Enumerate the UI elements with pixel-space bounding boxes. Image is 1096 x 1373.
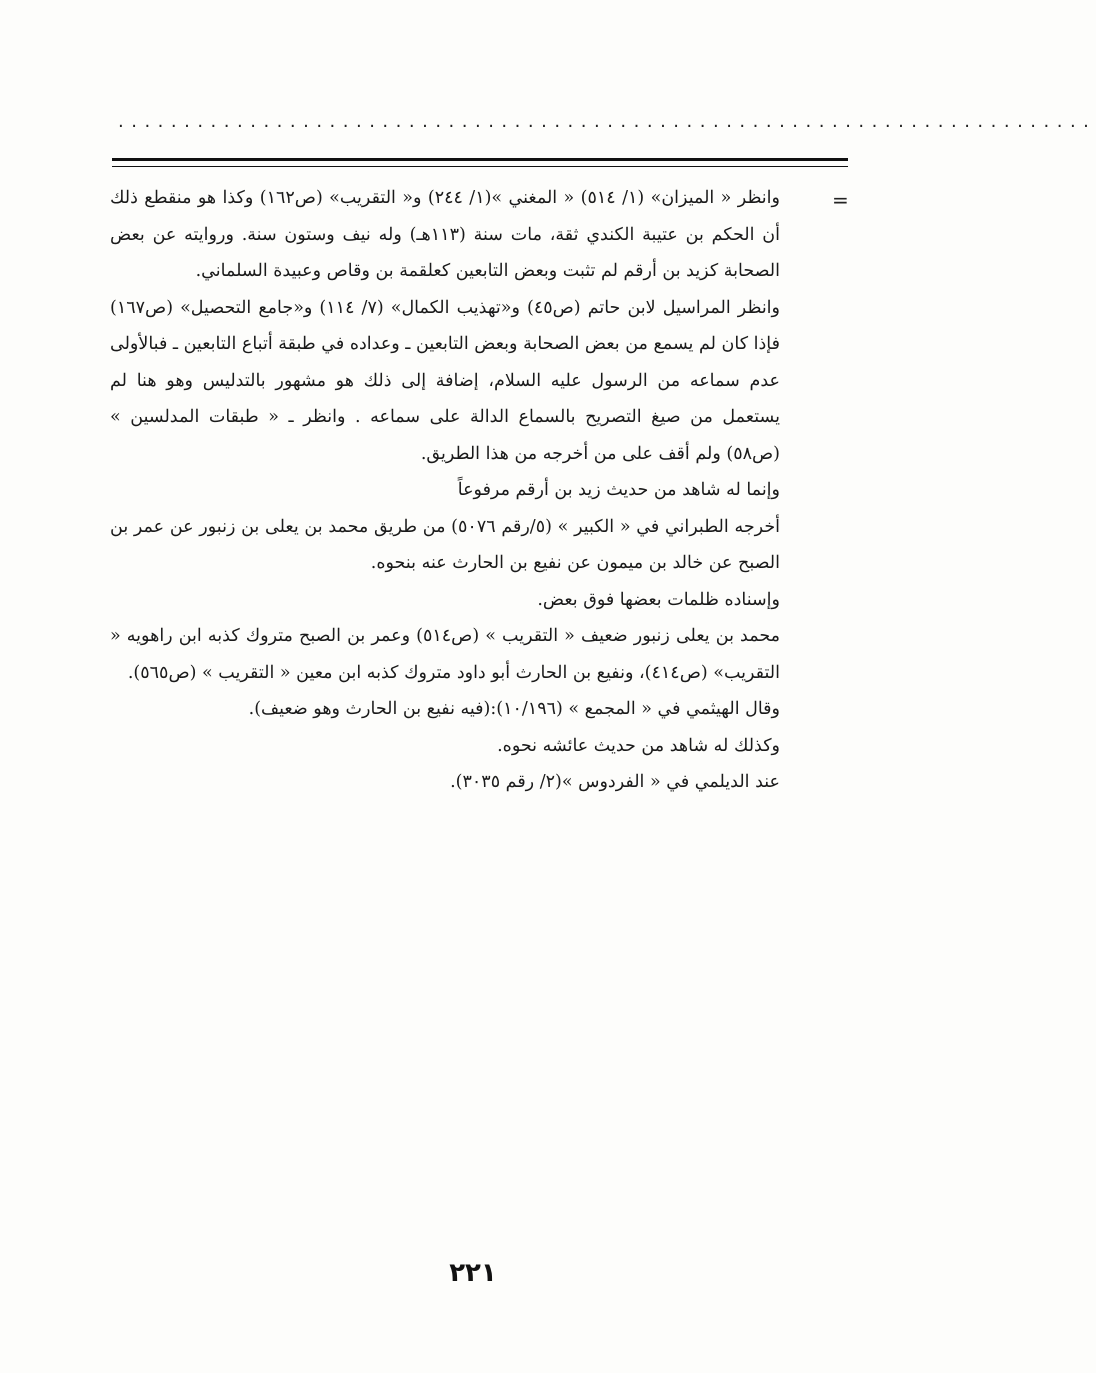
paragraph-5: وإسناده ظلمات بعضها فوق بعض. (537, 589, 780, 610)
paragraph-2: وانظر المراسيل لابن حاتم (ص٤٥) و«تهذيب الكمال» (٧/ ١١٤) و«جامع التحصيل» (ص١٦٧) فإذا كان لم يسمع من بعض الصحابة وبعض التابعين ـ وعداده في طبقة أتباع التابعين ـ فبالأولى عدم سماعه من الرسول عليه السلام، إضافة إلى ذلك هو مشهور بالتدليس وهو هنا لم يستعمل من صيغ التصريح بالسماع الدالة على سماعه . وانظر ـ « طبقات المدلسين » (ص٥٨) ولم أقف على من أخرجه من هذا الطريق. (110, 297, 780, 464)
footnote-rule-thick (112, 158, 848, 161)
paragraph-8: وكذلك له شاهد من حديث عائشه نحوه. (497, 735, 780, 756)
footnote-body (110, 180, 780, 801)
paragraph-6: محمد بن يعلى زنبور ضعيف « التقريب » (ص٥١٤) وعمر بن الصبح متروك كذبه ابن راهويه « التقريب» (ص٤١٤)، ونفيع بن الحارث أبو داود متروك كذبه ابن معين « التقريب » (ص٥٦٥). (110, 626, 781, 683)
page-number: ٢٢١ (449, 1258, 497, 1288)
paragraph-3: وإنما له شاهد من حديث زيد بن أرقم مرفوعاً (457, 480, 780, 500)
paragraph-7: وقال الهيثمي في « المجمع » (١٠/١٩٦):(فيه نفيع بن الحارث وهو ضعيف). (248, 699, 780, 719)
paragraph-4: أخرجه الطبراني في « الكبير » (٥/رقم ٥٠٧٦) من طريق محمد بن يعلى بن زنبور عن عمر بن الصبح عن خالد بن ميمون عن نفيع بن الحارث عنه بنحوه. (110, 516, 780, 573)
continuation-mark: = (832, 188, 849, 212)
paragraph-9: عند الديلمي في « الفردوس »(٢/ رقم ٣٠٣٥). (450, 772, 780, 792)
dotted-separator: .......................................................................... (118, 111, 1096, 132)
paragraph-1: وانظر « الميزان» (١/ ٥١٤) « المغني »(١/ ٢٤٤) و« التقريب» (ص١٦٢) وكذا هو منقطع ذلك أن الحكم بن عتيبة الكندي ثقة، مات سنة (١١٣هـ) وله نيف وستون سنة. وروايته عن بعض الصحابة كزيد بن أرقم لم تثبت وبعض التابعين كعلقمة بن وقاص وعبيدة السلماني. (110, 188, 780, 281)
footnote-rule-thin (112, 166, 848, 167)
